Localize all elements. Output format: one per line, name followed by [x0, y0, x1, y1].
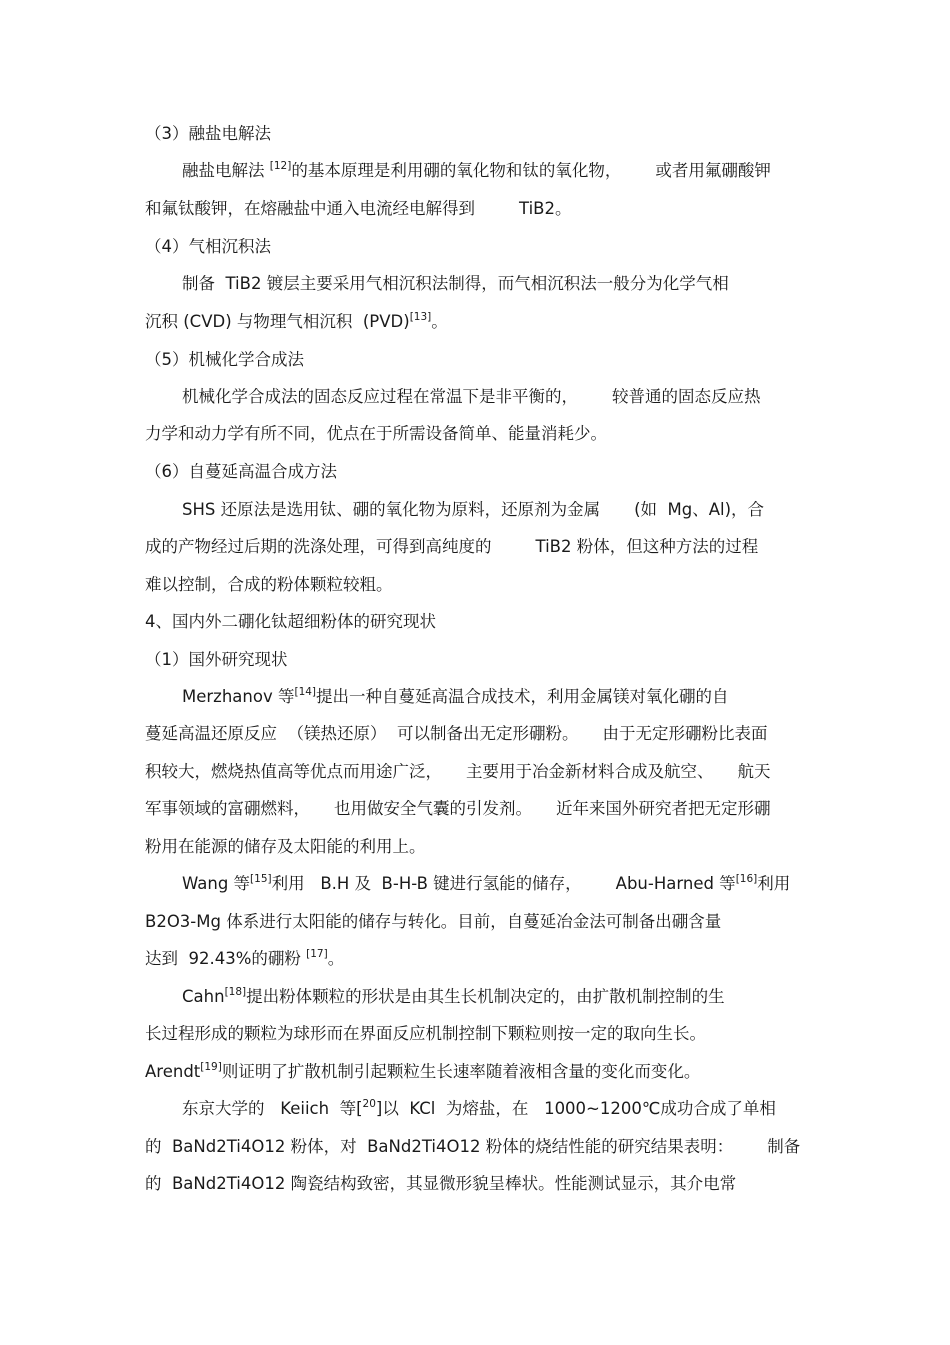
paragraph-line: 长过程形成的颗粒为球形而在界面反应机制控制下颗粒则按一定的取向生长。 [145, 1024, 706, 1043]
citation: [13] [409, 311, 432, 323]
paragraph-line: 和氟钛酸钾，在熔融盐中通入电流经电解得到 TiB2。 [145, 199, 572, 218]
paragraph-line: 东京大学的 Keiich 等[$^{20}$]以 KCl 为熔盐，在 1000~1200℃成功合成了单相 [182, 1098, 776, 1118]
paragraph-line: SHS 还原法是选用钛、硼的氧化物为原料，还原剂为金属 (如 Mg、Al)，合 [182, 500, 765, 519]
citation: [15] [250, 873, 272, 885]
section-heading: 4、国内外二硼化钛超细粉体的研究现状 [145, 612, 436, 631]
paragraph-line: 积较大，燃烧热值高等优点而用途广泛， 主要用于冶金新材料合成及航空、 航天 [145, 762, 771, 781]
citation: 20 [362, 1098, 376, 1110]
paragraph-line: 难以控制，合成的粉体颗粒较粗。 [145, 575, 393, 594]
paragraph-line: Arendt[19]则证明了扩散机制引起颗粒生长速率随着液相含量的变化而变化。 [145, 1061, 701, 1081]
paragraph-line: 军事领域的富硼燃料， 也用做安全气囊的引发剂。 近年来国外研究者把无定形硼 [145, 799, 771, 818]
citation: [18] [224, 986, 247, 998]
paragraph-line: 蔓延高温还原反应 （镁热还原） 可以制备出无定形硼粉。 由于无定形硼粉比表面 [145, 724, 768, 743]
paragraph-line: 沉积 (CVD) 与物理气相沉积 (PVD)[13]。 [145, 311, 448, 331]
citation: [19] [200, 1061, 222, 1073]
paragraph-line: 的 BaNd2Ti4O12 粉体，对 BaNd2Ti4O12 粉体的烧结性能的研究结果表明： 制备 [145, 1137, 801, 1156]
paragraph-line: 粉用在能源的储存及太阳能的利用上。 [145, 837, 426, 856]
citation: [12] [269, 160, 292, 172]
paragraph-line: 达到 92.43%的硼粉 [17]。 [145, 948, 345, 968]
citation: [16] [735, 873, 758, 885]
paragraph-line: 机械化学合成法的固态反应过程在常温下是非平衡的， 较普通的固态反应热 [182, 387, 761, 406]
heading-mechanochemical-synthesis: （5）机械化学合成法 [145, 350, 304, 369]
paragraph-line: Merzhanov 等[14]提出一种自蔓延高温合成技术，利用金属镁对氧化硼的自 [182, 686, 729, 706]
citation: [17] [306, 948, 328, 960]
paragraph-line: 力学和动力学有所不同，优点在于所需设备简单、能量消耗少。 [145, 424, 607, 443]
heading-shs-synthesis: （6）自蔓延高温合成方法 [145, 462, 337, 481]
heading-vapor-deposition: （4）气相沉积法 [145, 237, 271, 256]
paragraph-line: Wang 等[15]利用 B.H 及 B-H-B 键进行氢能的储存， Abu-Harned 等[16]利用 [182, 873, 791, 893]
heading-molten-salt-electrolysis: （3）融盐电解法 [145, 124, 271, 143]
paragraph-line: B2O3-Mg 体系进行太阳能的储存与转化。目前，自蔓延冶金法可制备出硼含量 [145, 912, 722, 931]
paragraph-line: 的 BaNd2Ti4O12 陶瓷结构致密，其显微形貌呈棒状。性能测试显示，其介电常 [145, 1174, 737, 1193]
paragraph-line: 成的产物经过后期的洗涤处理，可得到高纯度的 TiB2 粉体，但这种方法的过程 [145, 537, 759, 556]
citation: [14] [294, 686, 317, 698]
paragraph-line: Cahn[18]提出粉体颗粒的形状是由其生长机制决定的，由扩散机制控制的生 [182, 986, 725, 1006]
subheading-foreign-research: （1）国外研究现状 [145, 650, 288, 669]
paragraph-line: 融盐电解法 [12]的基本原理是利用硼的氧化物和钛的氧化物， 或者用氟硼酸钾 [182, 160, 771, 180]
paragraph-line: 制备 TiB2 镀层主要采用气相沉积法制得，而气相沉积法一般分为化学气相 [182, 274, 729, 293]
